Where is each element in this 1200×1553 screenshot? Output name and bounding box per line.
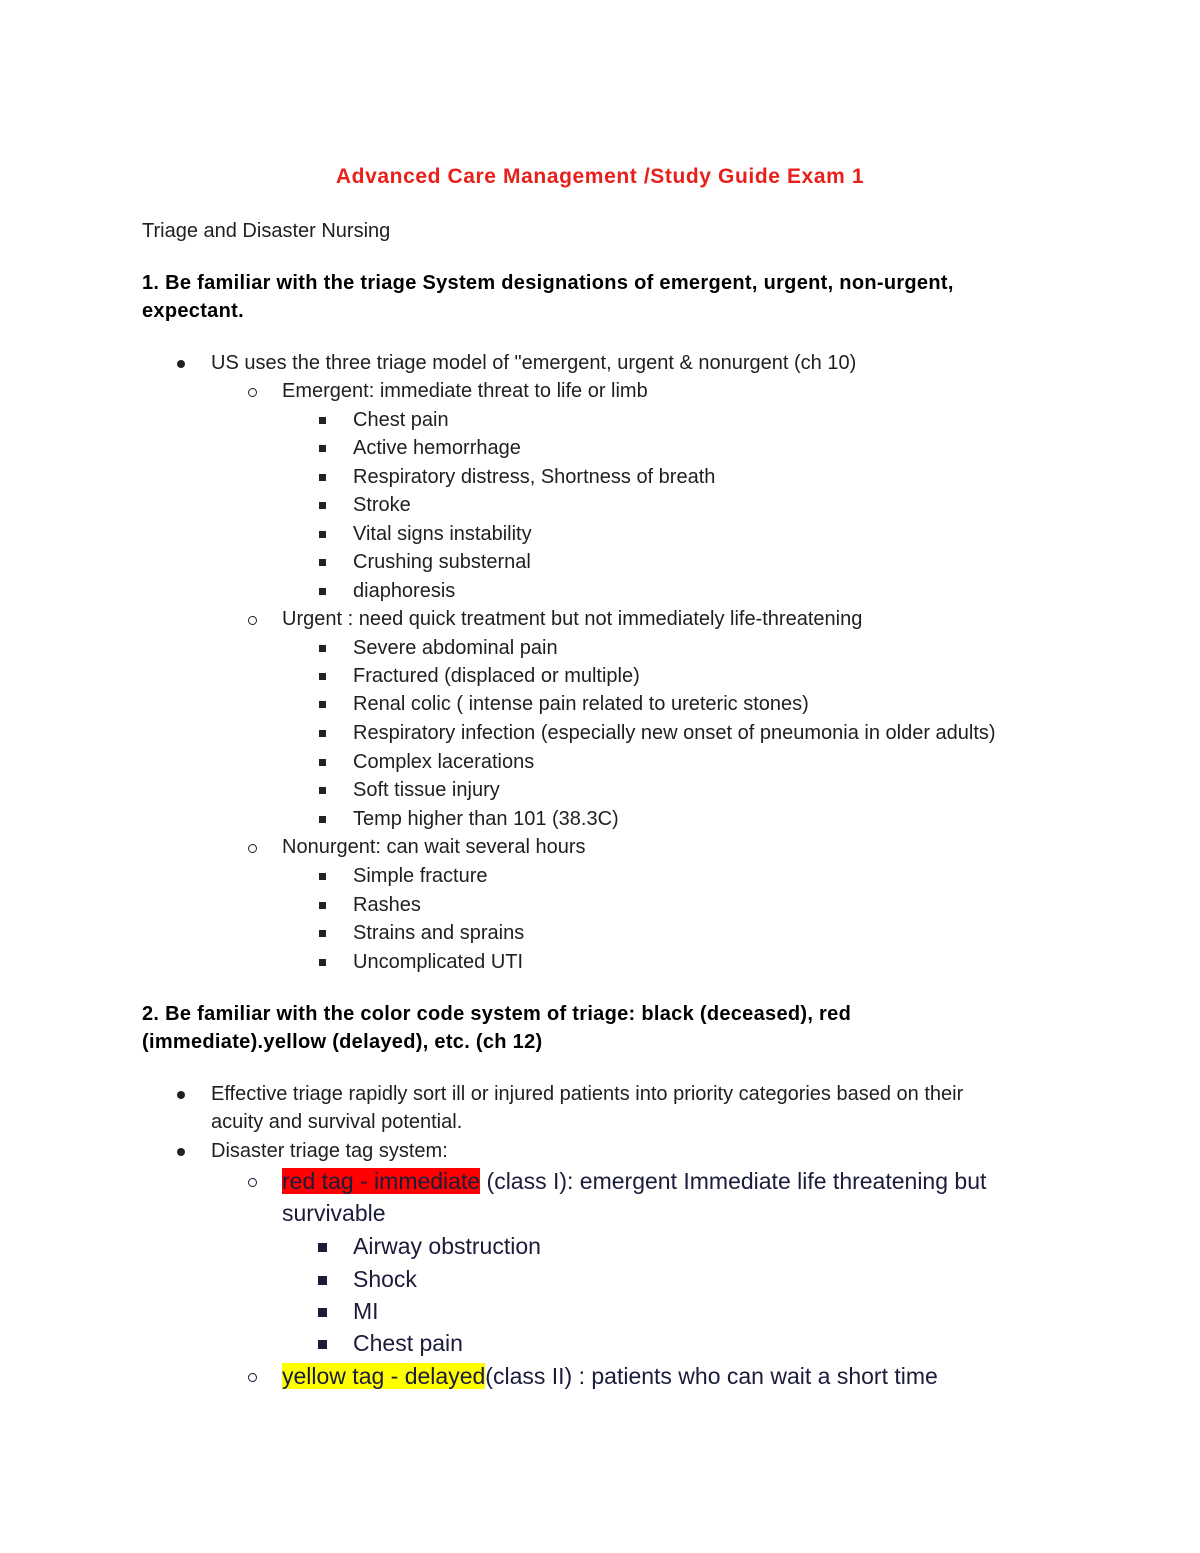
bullet-square bbox=[319, 787, 326, 794]
red-tag-highlight: red tag - immediate bbox=[282, 1168, 481, 1194]
emergent-label: Emergent: immediate threat to life or limb bbox=[282, 380, 648, 402]
bullet-square bbox=[319, 816, 326, 823]
bullet-square bbox=[319, 730, 326, 737]
list-item: Airway obstruction bbox=[353, 1233, 541, 1259]
list-item: Vital signs instability bbox=[353, 523, 532, 545]
list-item: Uncomplicated UTI bbox=[353, 951, 524, 973]
list-item: Disaster triage tag system: bbox=[211, 1140, 448, 1162]
list-item: Respiratory infection (especially new onset of pneumonia in older adults) bbox=[353, 722, 996, 744]
list-item: Severe abdominal pain bbox=[353, 637, 558, 659]
bullet-dot bbox=[177, 1091, 185, 1099]
list-item: Complex lacerations bbox=[353, 751, 535, 773]
nonurgent-label: Nonurgent: can wait several hours bbox=[282, 836, 586, 858]
bullet-square bbox=[319, 873, 326, 880]
list-item: Active hemorrhage bbox=[353, 437, 521, 459]
question-1-line-2: expectant. bbox=[142, 300, 244, 322]
red-tag-line-continuation: survivable bbox=[282, 1200, 386, 1226]
list-item: MI bbox=[353, 1298, 379, 1324]
list-item: Chest pain bbox=[353, 409, 449, 431]
bullet-square bbox=[319, 673, 326, 680]
red-tag-line bbox=[282, 1167, 986, 1195]
list-item: Stroke bbox=[353, 494, 411, 516]
section-heading: Triage and Disaster Nursing bbox=[142, 220, 391, 242]
bullet-square bbox=[319, 588, 326, 595]
yellow-tag-highlight: yellow tag - delayed bbox=[282, 1363, 486, 1389]
bullet-dot bbox=[177, 1148, 185, 1156]
yellow-tag-line bbox=[282, 1362, 938, 1390]
list-item: Renal colic ( intense pain related to ureteric stones) bbox=[353, 693, 809, 715]
bullet-square bbox=[319, 445, 326, 452]
bullet-square bbox=[319, 502, 326, 509]
bullet-square bbox=[319, 930, 326, 937]
bullet-square bbox=[319, 759, 326, 766]
bullet-square bbox=[319, 902, 326, 909]
bullet-square bbox=[319, 959, 326, 966]
list-item: diaphoresis bbox=[353, 580, 456, 602]
bullet-square bbox=[319, 417, 326, 424]
urgent-label: Urgent : need quick treatment but not immediately life-threatening bbox=[282, 608, 863, 630]
list-item: Shock bbox=[353, 1266, 417, 1292]
bullet-square bbox=[318, 1340, 327, 1349]
list-item: Temp higher than 101 (38.3C) bbox=[353, 808, 619, 830]
list-item: Fractured (displaced or multiple) bbox=[353, 665, 640, 687]
bullet-square bbox=[318, 1243, 327, 1252]
list-item: Chest pain bbox=[353, 1330, 463, 1356]
document-title: Advanced Care Management /Study Guide Exam 1 bbox=[335, 165, 865, 188]
list-item: US uses the three triage model of "emergent, urgent & nonurgent (ch 10) bbox=[211, 352, 857, 374]
red-tag-description: (class I): emergent Immediate life threatening but bbox=[480, 1168, 987, 1194]
bullet-square bbox=[319, 531, 326, 538]
list-item: Crushing substernal bbox=[353, 551, 531, 573]
bullet-circle bbox=[248, 1178, 257, 1187]
list-item: Strains and sprains bbox=[353, 922, 525, 944]
question-2-line-1: 2. Be familiar with the color code system of triage: black (deceased), red bbox=[142, 1003, 852, 1025]
list-item: Simple fracture bbox=[353, 865, 488, 887]
bullet-circle bbox=[248, 616, 257, 625]
question-2-line-2: (immediate).yellow (delayed), etc. (ch 12) bbox=[142, 1031, 543, 1053]
question-1-line-1: 1. Be familiar with the triage System designations of emergent, urgent, non-urgent, bbox=[142, 272, 954, 294]
list-item: Respiratory distress, Shortness of breath bbox=[353, 466, 716, 488]
bullet-square bbox=[319, 474, 326, 481]
list-item: Effective triage rapidly sort ill or injured patients into priority categories based on their bbox=[211, 1083, 964, 1105]
bullet-circle bbox=[248, 1373, 257, 1382]
bullet-circle bbox=[248, 844, 257, 853]
list-item-continuation: acuity and survival potential. bbox=[211, 1111, 463, 1133]
bullet-dot bbox=[177, 360, 185, 368]
list-item: Rashes bbox=[353, 894, 421, 916]
yellow-tag-description: (class II) : patients who can wait a short time bbox=[485, 1363, 938, 1389]
bullet-square bbox=[318, 1308, 327, 1317]
bullet-square bbox=[319, 559, 326, 566]
bullet-square bbox=[319, 645, 326, 652]
bullet-square bbox=[318, 1276, 327, 1285]
bullet-square bbox=[319, 701, 326, 708]
bullet-circle bbox=[248, 388, 257, 397]
list-item: Soft tissue injury bbox=[353, 779, 500, 801]
